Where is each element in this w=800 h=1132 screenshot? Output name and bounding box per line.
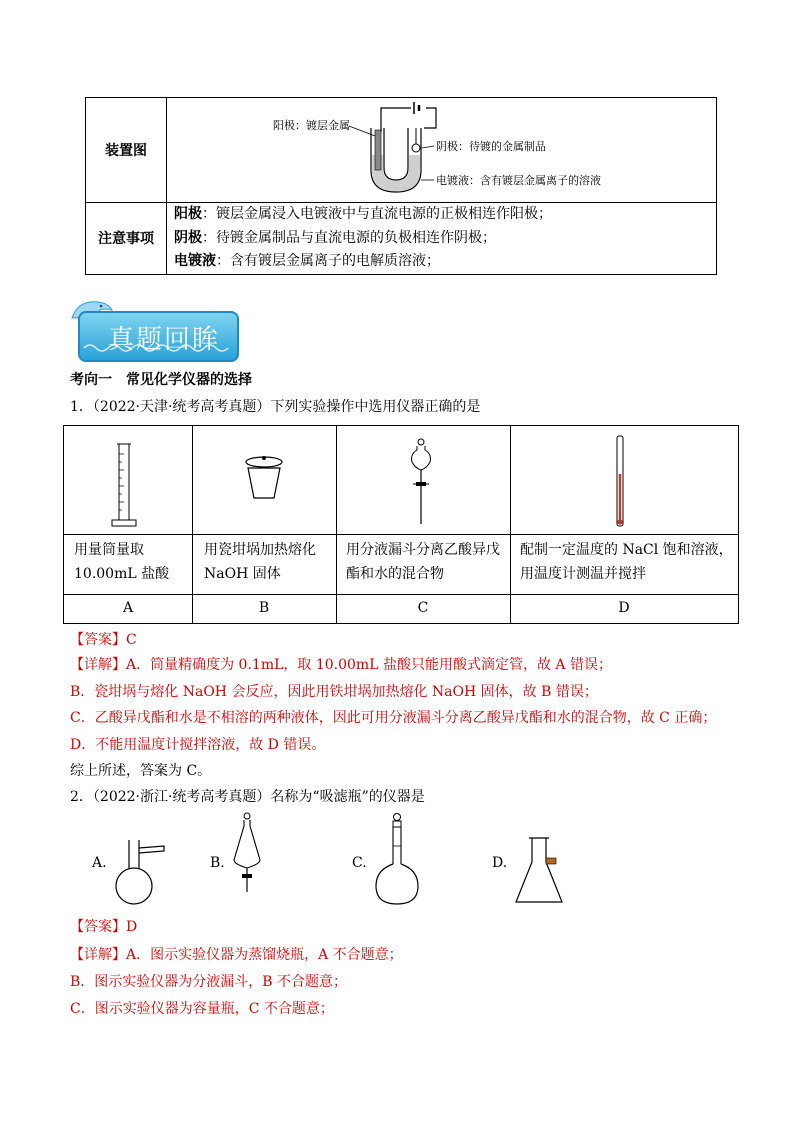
option-d-letter: D <box>618 600 630 616</box>
q1-explain-a: 【详解】A．筒量精确度为 0.1mL，取 10.00mL 盐酸只能用酸式滴定管，故 A 错误； <box>70 657 612 673</box>
cathode-label: 阴极：待镀的金属制品 <box>436 140 546 153</box>
row-label-diagram: 装置图 <box>105 143 147 159</box>
section-banner <box>78 311 239 362</box>
option-b-letter: B <box>258 600 270 616</box>
filter-flask-icon <box>512 836 572 908</box>
q1-explain-d: D．不能用温度计搅拌溶液，故 D 错误。 <box>70 737 326 753</box>
section-heading: 考向一 常见化学仪器的选择 <box>70 372 252 388</box>
table-divider <box>64 594 738 595</box>
solution-label: 电镀液：含有镀层金属离子的溶液 <box>436 174 601 187</box>
row-label-notes: 注意事项 <box>98 231 154 247</box>
q2-stem: 2．（2022·浙江·统考高考真题）名称为“吸滤瓶”的仪器是 <box>70 789 425 805</box>
q1-explain-b: B．瓷坩埚与熔化 NaOH 会反应，因此用铁坩埚加热熔化 NaOH 固体，故 B 错误； <box>70 684 598 700</box>
separatory-funnel-icon <box>230 812 264 894</box>
note-anode: 阳极：镀层金属浸入电镀液中与直流电源的正极相连作阳极； <box>174 206 552 222</box>
note-cathode: 阴极：待镀金属制品与直流电源的负极相连作阴极； <box>174 230 496 246</box>
q2-answer: 【答案】D <box>70 919 138 935</box>
table-divider <box>86 202 716 203</box>
q2-option-b-label: B. <box>210 855 225 871</box>
option-b-desc: 用瓷坩埚加热熔化 NaOH 固体 <box>204 542 316 582</box>
option-a-desc: 用量筒量取 10.00mL 盐酸 <box>74 542 170 582</box>
separatory-funnel-icon <box>406 438 436 530</box>
note-solution: 电镀液：含有镀层金属离子的电解质溶液； <box>174 253 440 269</box>
q2-option-a-label: A. <box>92 855 107 871</box>
thermometer-icon <box>610 434 630 532</box>
table-divider <box>166 98 167 274</box>
q2-option-c-label: C. <box>352 855 367 871</box>
q1-answer: 【答案】C <box>70 632 137 648</box>
graduated-cylinder-icon <box>104 440 144 530</box>
q1-summary: 综上所述，答案为 C。 <box>70 763 212 779</box>
q1-stem: 1．（2022·天津·统考高考真题）下列实验操作中选用仪器正确的是 <box>70 399 481 415</box>
q2-explain-c: C．图示实验仪器为容量瓶，C 不合题意； <box>70 1001 334 1017</box>
distilling-flask-icon <box>112 836 172 908</box>
volumetric-flask-icon <box>372 812 422 908</box>
q1-options-table <box>63 425 739 624</box>
option-d-desc: 配制一定温度的 NaCl 饱和溶液， 用温度计测温并搅拌 <box>520 542 733 582</box>
crucible-icon <box>240 454 288 504</box>
q1-explain-c: C．乙酸异戊酯和水是不相溶的两种液体，因此可用分液漏斗分离乙酸异戊酯和水的混合物，故 C 正确； <box>70 710 717 726</box>
q2-explain-b: B．图示实验仪器为分液漏斗，B 不合题意； <box>70 974 348 990</box>
anode-label: 阳极：镀层金属 <box>273 119 350 132</box>
electroplating-table <box>85 97 717 275</box>
q2-explain-a: 【详解】A．图示实验仪器为蒸馏烧瓶，A 不合题意； <box>70 947 403 963</box>
option-a-letter: A <box>122 600 134 616</box>
option-c-letter: C <box>417 600 429 616</box>
table-divider <box>64 534 738 535</box>
option-c-desc: 用分液漏斗分离乙酸异戊 酯和水的混合物 <box>346 542 500 582</box>
banner-title: 真题回眸 <box>108 325 221 355</box>
q2-option-d-label: D. <box>492 855 508 871</box>
